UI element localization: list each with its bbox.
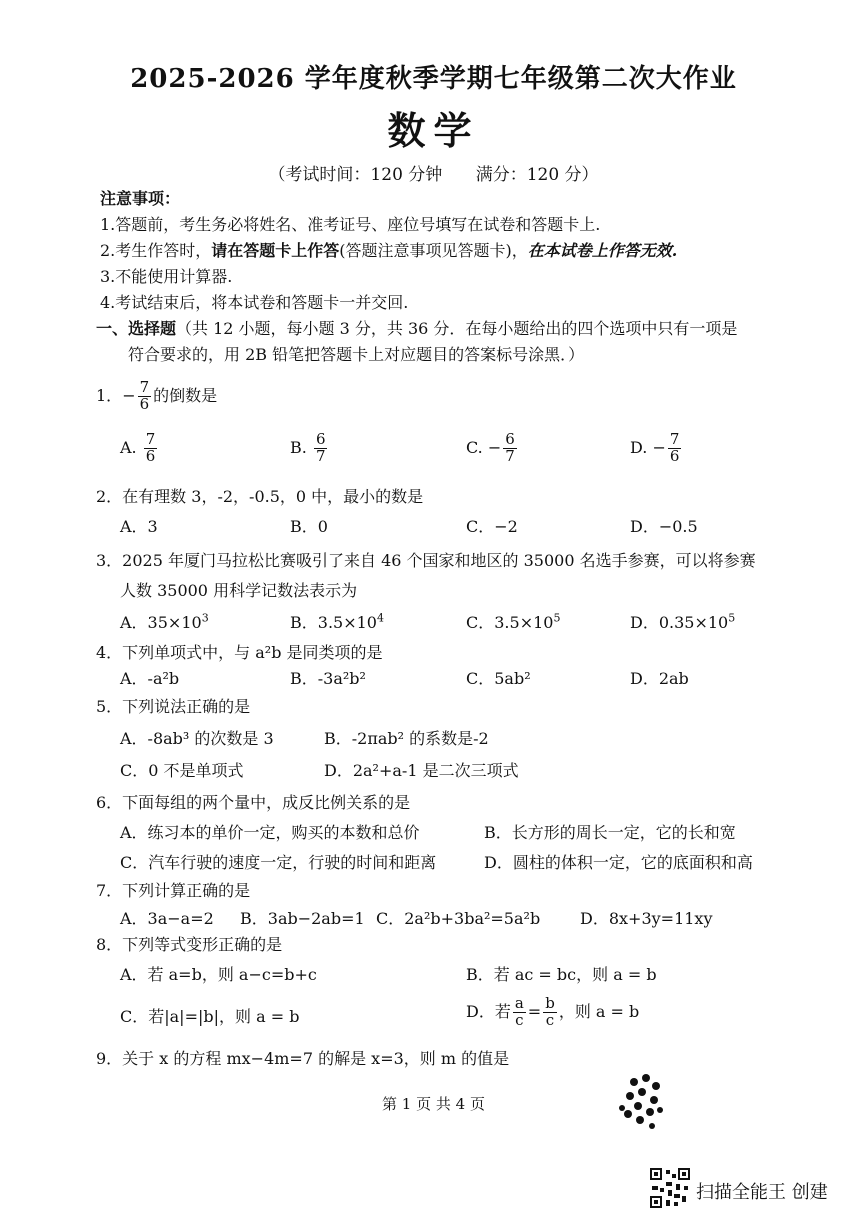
q6-option-c: C．汽车行驶的速度一定，行驶的时间和距离 — [120, 853, 437, 872]
q5-option-b: B．-2πab² 的系数是-2 — [324, 729, 489, 748]
q1-text: 的倒数是 — [153, 385, 218, 405]
q1-number: 1． — [96, 385, 123, 405]
question-8: 8．下列等式变形正确的是 — [96, 935, 283, 954]
note-3: 3.不能使用计算器. — [100, 267, 233, 286]
section-1-heading — [96, 316, 737, 339]
question-3-line-2: 人数 35000 用科学记数法表示为 — [120, 581, 358, 600]
q2-option-d: D．−0.5 — [630, 517, 698, 536]
q4-option-d: D．2ab — [630, 669, 689, 688]
q8-option-a: A．若 a=b，则 a−c=b+c — [120, 965, 317, 984]
q5-option-a: A．-8ab³ 的次数是 3 — [120, 729, 274, 748]
note-2-a: 2.考生作答时， — [100, 241, 212, 260]
q2-option-c: C．−2 — [466, 517, 518, 536]
note-2-c: (答题注意事项见答题卡)， — [339, 241, 528, 260]
q1-fraction — [138, 380, 152, 413]
q5-option-c: C．0 不是单项式 — [120, 761, 244, 780]
question-1 — [96, 380, 217, 413]
q2-option-b: B．0 — [290, 517, 328, 536]
page-footer: 第 1 页 共 4 页 — [382, 1095, 485, 1113]
q7-option-b: B．3ab−2ab=1 — [240, 909, 365, 928]
q3-option-c: C．$3.5\times 10^5$ — [466, 611, 561, 632]
qr-code-icon — [650, 1168, 690, 1208]
q7-option-a: A．3a−a=2 — [120, 909, 214, 928]
q7-option-d: D．8x+3y=11xy — [580, 909, 713, 928]
scanner-logo-icon — [612, 1072, 672, 1152]
note-1: 1.答题前，考生务必将姓名、准考证号、座位号填写在试卷和答题卡上. — [100, 215, 601, 234]
note-4: 4.考试结束后，将本试卷和答题卡一并交回. — [100, 293, 409, 312]
q4-option-a: A．-a²b — [120, 669, 180, 688]
q1-denominator: 6 — [139, 394, 150, 413]
question-3-line-1: 3．2025 年厦门马拉松比赛吸引了来自 46 个国家和地区的 35000 名选手参赛，可以将参赛 — [96, 551, 756, 570]
section-1-label: 一、选择题 — [96, 319, 177, 338]
scanner-watermark: 扫描全能王 创建 — [696, 1182, 828, 1203]
subject-title: 数学 — [387, 108, 480, 153]
q1-numerator: 7 — [139, 378, 150, 396]
section-1-desc: （共 12 小题，每小题 3 分，共 36 分．在每小题给出的四个选项中只有一项是 — [176, 319, 738, 338]
q2-option-a: A．3 — [120, 517, 158, 536]
note-2 — [100, 238, 677, 261]
q1-option-c: C. − $\frac{6}{7}$ — [466, 430, 515, 465]
exam-title: 2025-2026 学年度秋季学期七年级第二次大作业 — [130, 64, 737, 94]
question-4: 4．下列单项式中，与 a²b 是同类项的是 — [96, 643, 383, 662]
q3-option-a: A．$35\times 10^3$ — [120, 611, 209, 632]
q3-option-d: D．$0.35\times 10^5$ — [630, 611, 736, 632]
q4-option-c: C．5ab² — [466, 669, 531, 688]
q1-option-b: B. $\frac{6}{7}$ — [290, 430, 326, 465]
exam-time: （考试时间：120 分钟 — [268, 165, 443, 185]
q3-option-b: B．$3.5\times 10^4$ — [290, 611, 384, 632]
q1-sign: − — [122, 385, 136, 405]
notes-heading: 注意事项： — [100, 189, 181, 208]
q6-option-d: D．圆柱的体积一定，它的底面积和高 — [484, 853, 753, 872]
question-6: 6．下面每组的两个量中，成反比例关系的是 — [96, 793, 411, 812]
full-score: 满分：120 分） — [475, 165, 599, 185]
q4-option-b: B．-3a²b² — [290, 669, 366, 688]
q6-option-b: B．长方形的周长一定，它的长和宽 — [484, 823, 736, 842]
q6-option-a: A．练习本的单价一定，购买的本数和总价 — [120, 823, 420, 842]
question-9: 9．关于 x 的方程 mx−4m=7 的解是 x=3，则 m 的值是 — [96, 1049, 510, 1068]
q5-option-d: D．2a²+a-1 是二次三项式 — [324, 761, 519, 780]
q8-option-c: C．若|a|=|b|，则 a = b — [120, 1007, 300, 1026]
note-2-b: 请在答题卡上作答 — [211, 241, 340, 260]
note-2-d: 在本试卷上作答无效. — [527, 241, 678, 260]
q8-option-d: D．若 $\frac{a}{c}$ = $\frac{b}{c}$ ，则 a = b — [466, 994, 640, 1029]
q8-option-b: B．若 ac = bc，则 a = b — [466, 965, 657, 984]
question-5: 5．下列说法正确的是 — [96, 697, 251, 716]
section-1-desc-2: 符合要求的，用 2B 铅笔把答题卡上对应题目的答案标号涂黑．） — [128, 345, 585, 364]
question-7: 7．下列计算正确的是 — [96, 881, 251, 900]
q1-option-a: A. $\frac{7}{6}$ — [120, 430, 156, 465]
question-2: 2．在有理数 3，-2，-0.5，0 中，最小的数是 — [96, 487, 424, 506]
q1-option-d: D. − $\frac{7}{6}$ — [630, 430, 680, 465]
exam-meta — [0, 160, 867, 185]
q7-option-c: C．2a²b+3ba²=5a²b — [376, 909, 541, 928]
